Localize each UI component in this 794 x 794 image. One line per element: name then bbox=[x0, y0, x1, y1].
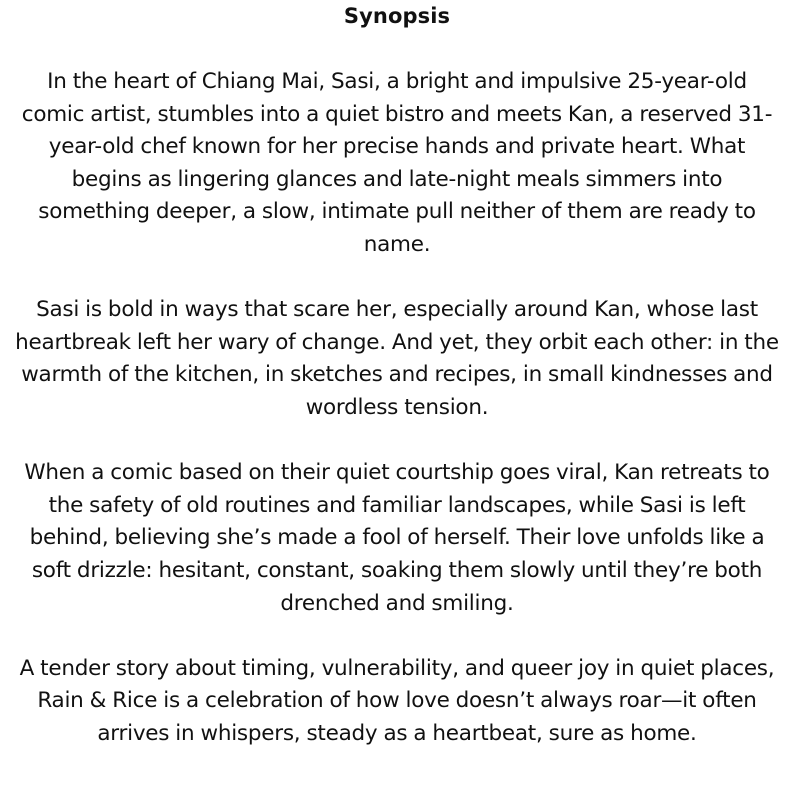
synopsis-paragraph-1: In the heart of Chiang Mai, Sasi, a bright and impulsive 25-year-old comic artist, stumbles into a quiet bistro and meets Kan, a reserved 31-year-old chef known for her precise hands and private heart. What begins as lingering glances and late-night meals simmers into something deeper, a slow, intimate pull neither of them are ready to name. bbox=[21, 69, 773, 257]
synopsis-paragraph-4: A tender story about timing, vulnerability, and queer joy in quiet places, Rain & Rice is a celebration of how love doesn’t always roar—it often arrives in whispers, steady as a heartbeat, sure as home. bbox=[19, 655, 775, 746]
synopsis-title: Synopsis bbox=[343, 4, 451, 28]
synopsis-paragraph-3: When a comic based on their quiet courtship goes viral, Kan retreats to the safety of old routines and familiar landscapes, while Sasi is left behind, believing she’s made a fool of herself. Their love unfolds like a soft drizzle: hesitant, constant, soaking them slowly until they’re both drenched and smiling. bbox=[24, 460, 770, 616]
synopsis-paragraph-2: Sasi is bold in ways that scare her, especially around Kan, whose last heartbreak left her wary of change. And yet, they orbit each other: in the warmth of the kitchen, in sketches and recipes, in small kindnesses and wordless tension. bbox=[15, 297, 779, 420]
